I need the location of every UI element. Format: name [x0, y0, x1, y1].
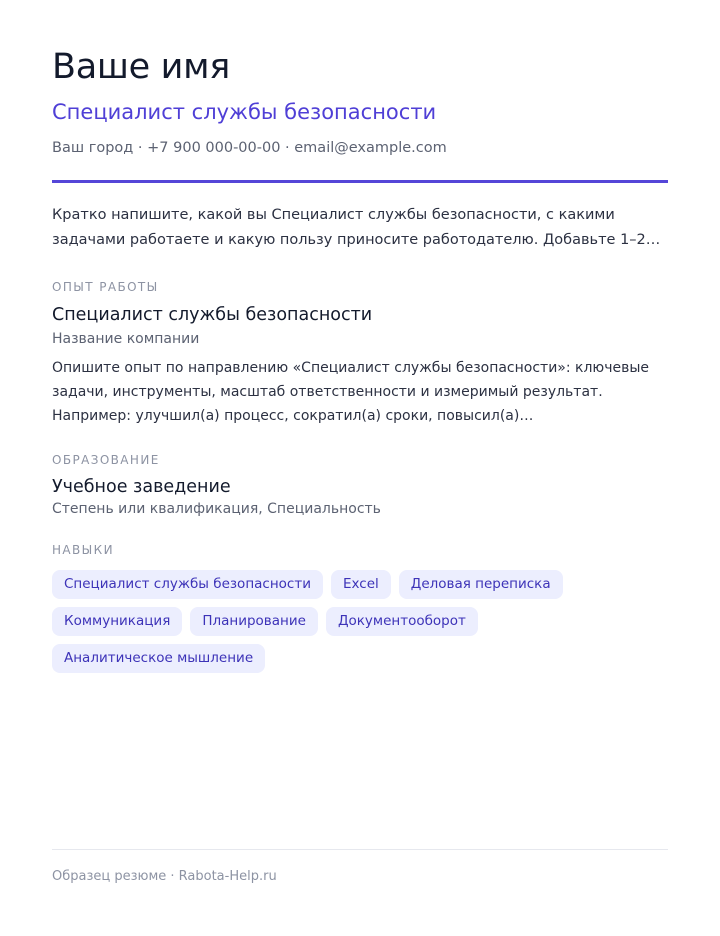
- skill-chip: Аналитическое мышление: [52, 644, 265, 673]
- skills-section-title: НАВЫКИ: [52, 543, 114, 557]
- footer-text: Образец резюме · Rabota-Help.ru: [52, 869, 277, 884]
- footer-divider: [52, 849, 668, 850]
- job-title: Специалист службы безопасности: [52, 305, 373, 325]
- resume-name: Ваше имя: [52, 47, 230, 87]
- skill-chip: Коммуникация: [52, 607, 182, 636]
- skill-chip: Планирование: [190, 607, 318, 636]
- education-institution: Учебное заведение: [52, 477, 231, 497]
- job-description: Опишите опыт по направлению «Специалист службы безопасности»: ключевые задачи, инструменты, масштаб ответственности и измеримый результат. Например: улучшил(а) процесс, сократил(а) сроки, повысил(а)…: [52, 360, 650, 424]
- skill-chip: Excel: [331, 570, 391, 599]
- education-degree: Степень или квалификация, Специальность: [52, 501, 381, 517]
- header-divider: [52, 180, 668, 183]
- skill-chip: Деловая переписка: [399, 570, 563, 599]
- summary-text: Кратко напишите, какой вы Специалист службы безопасности, с какими задачами работаете и какую пользу приносите работодателю. Добавьте 1–2…: [52, 207, 661, 248]
- skills-list: [52, 570, 668, 673]
- company-name: Название компании: [52, 331, 200, 347]
- skill-chip: Специалист службы безопасности: [52, 570, 323, 599]
- experience-section-title: ОПЫТ РАБОТЫ: [52, 280, 159, 294]
- resume-role: Специалист службы безопасности: [52, 100, 437, 124]
- skill-chip: Документооборот: [326, 607, 478, 636]
- education-section-title: ОБРАЗОВАНИЕ: [52, 453, 160, 467]
- contact-line: Ваш город · +7 900 000-00-00 · email@example.com: [52, 140, 447, 156]
